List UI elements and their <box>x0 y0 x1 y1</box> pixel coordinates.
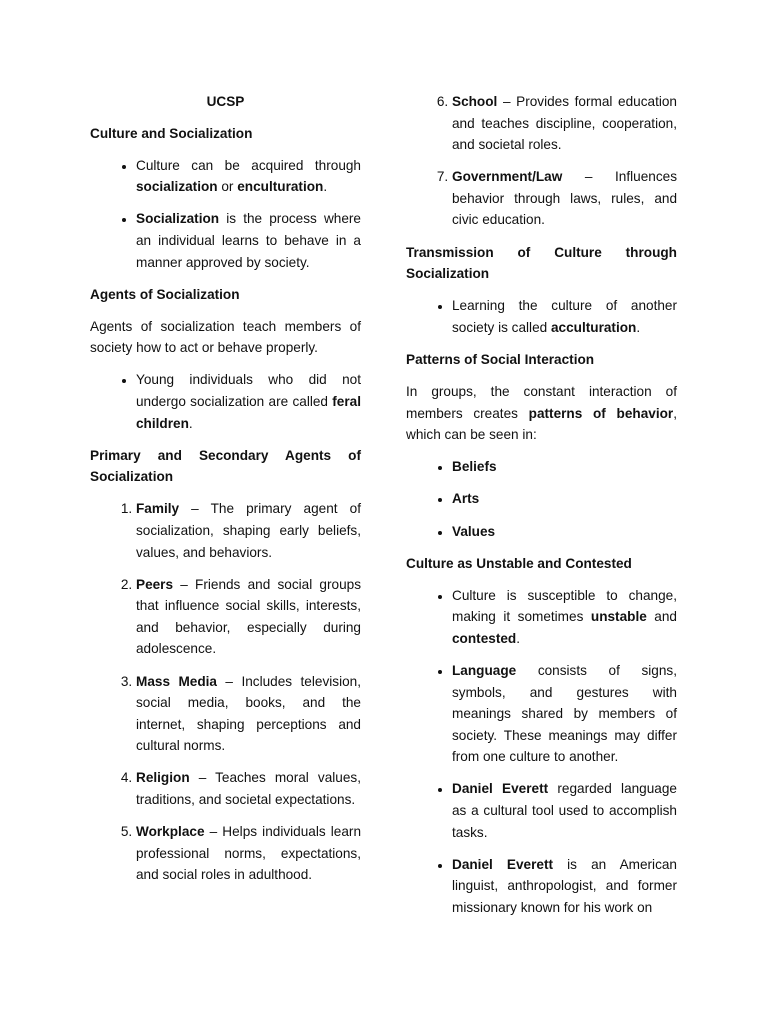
bold-term: patterns of behavior <box>528 405 674 421</box>
section-heading-agents-of-socialization: Agents of Socialization <box>90 286 240 302</box>
list-item: • Culture can be acquired through socialization or enculturation. <box>136 155 361 198</box>
culture-bullet-list <box>90 155 361 273</box>
list-item: 3. Mass Media – Includes television, social media, books, and the internet, shaping perceptions and cultural norms. <box>136 671 361 757</box>
list-item: 4. Religion – Teaches moral values, traditions, and societal expectations. <box>136 767 361 810</box>
section-heading-culture-and-socialization: Culture and Socialization <box>90 125 253 141</box>
unstable-bullet-list <box>406 585 677 919</box>
bold-term: Mass Media <box>136 673 217 689</box>
agents-numbered-list-continued <box>406 91 677 231</box>
right-column <box>406 91 677 929</box>
bold-term: acculturation <box>550 319 637 335</box>
bold-term: contested <box>452 630 517 646</box>
bold-term: Workplace <box>136 824 205 840</box>
section-heading-transmission-of-culture: Transmission of Culture through Socialization <box>406 244 677 282</box>
bold-term: Government/Law <box>452 169 563 185</box>
list-item: • Daniel Everett is an American linguist, anthropologist, and former missionary known for his work on <box>452 854 677 919</box>
list-item: • Learning the culture of another society is called acculturation. <box>452 295 677 338</box>
document-title: UCSP <box>206 94 245 109</box>
paragraph: In groups, the constant interaction of members creates patterns of behavior, which can be seen in: <box>406 384 677 443</box>
list-item: 6. School – Provides formal education and teaches discipline, cooperation, and societal roles. <box>452 91 677 156</box>
list-item: 1. Family – The primary agent of socialization, shaping early beliefs, values, and behaviors. <box>136 498 361 563</box>
list-item: 2. Peers – Friends and social groups that influence social skills, interests, and behavior, especially during adolescence. <box>136 574 361 660</box>
list-item: • Values <box>452 521 677 543</box>
list-item: 7. Government/Law – Influences behavior through laws, rules, and civic education. <box>452 166 677 231</box>
bold-term: Daniel Everett <box>452 856 554 872</box>
list-item: • Language consists of signs, symbols, and gestures with meanings shared by members of society. These meanings may differ from one culture to another. <box>452 660 677 768</box>
section-heading-patterns-of-social-interaction: Patterns of Social Interaction <box>406 351 595 367</box>
bold-term: Daniel Everett <box>452 781 549 797</box>
bold-term: socialization <box>136 179 218 195</box>
bold-term: Family <box>136 501 180 517</box>
patterns-bullet-list <box>406 456 677 542</box>
list-item: • Socialization is the process where an individual learns to behave in a manner approved by society. <box>136 208 361 273</box>
agents-bullet-list <box>90 369 361 434</box>
section-heading-primary-and-secondary-agents: Primary and Secondary Agents of Socialization <box>90 447 361 485</box>
bold-term: feral children <box>136 394 361 431</box>
list-item: 5. Workplace – Helps individuals learn professional norms, expectations, and social roles in adulthood. <box>136 821 361 886</box>
list-item: • Beliefs <box>452 456 677 478</box>
list-item: • Daniel Everett regarded language as a cultural tool used to accomplish tasks. <box>452 778 677 843</box>
list-item: • Young individuals who did not undergo socialization are called feral children. <box>136 369 361 434</box>
paragraph: Agents of socialization teach members of society how to act or behave properly. <box>90 318 361 356</box>
list-item: • Culture is susceptible to change, making it sometimes unstable and contested. <box>452 585 677 650</box>
bold-term: enculturation <box>237 179 324 195</box>
transmission-bullet-list <box>406 295 677 338</box>
left-column <box>90 91 361 896</box>
section-heading-culture-unstable-contested: Culture as Unstable and Contested <box>406 555 632 571</box>
bold-term: School <box>452 94 498 109</box>
bold-term: Language <box>452 662 517 678</box>
bold-term: Peers <box>136 576 174 592</box>
agents-numbered-list <box>90 498 361 886</box>
bold-term: unstable <box>590 609 647 625</box>
bold-term: Religion <box>136 770 190 786</box>
bold-term: Socialization <box>136 211 220 227</box>
list-item: • Arts <box>452 488 677 510</box>
